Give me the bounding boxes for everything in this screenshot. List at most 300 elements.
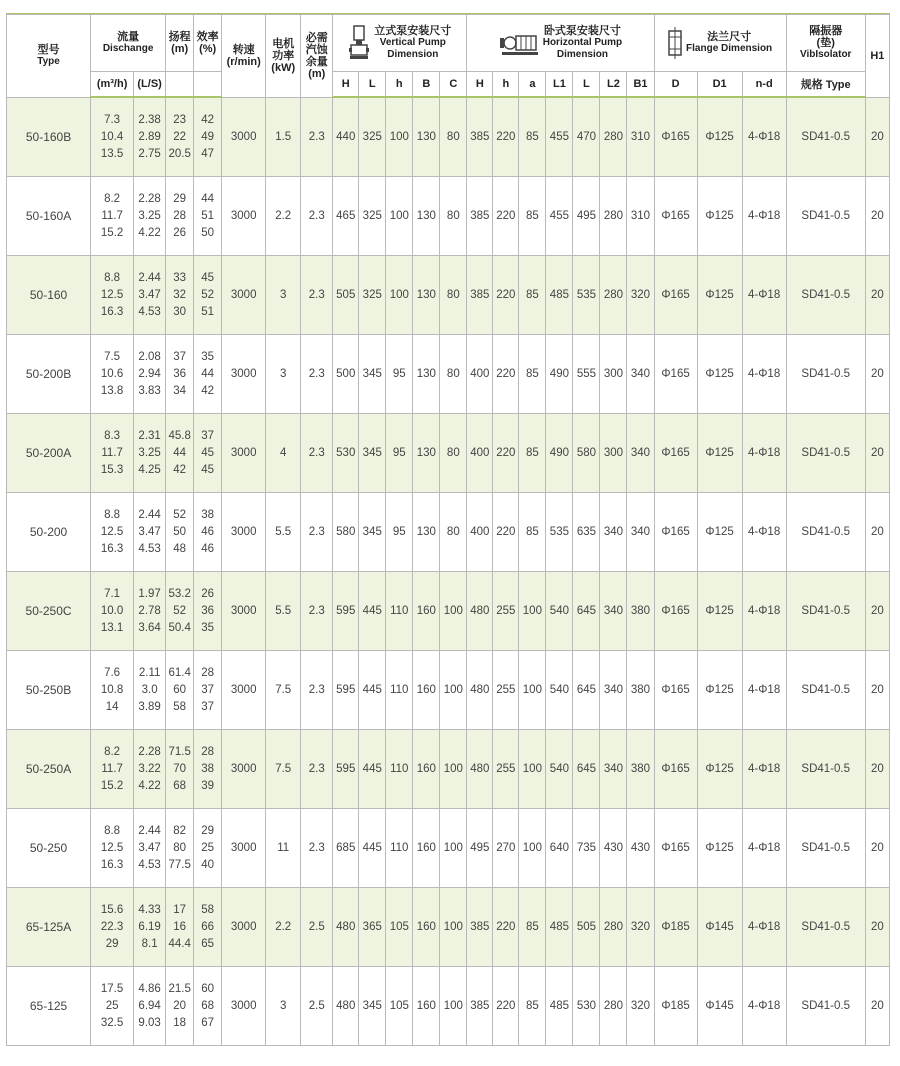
cell-vertical-L: 345 [359, 967, 386, 1046]
table-row [7, 256, 890, 335]
cell-efficiency-value: 44 [201, 367, 215, 380]
cell-head [166, 572, 194, 651]
horizontal-col-H: H [467, 72, 493, 98]
cell-flow-m3h [91, 97, 134, 177]
cell-efficiency-value: 60 [201, 982, 215, 995]
cell-vertical-C: 80 [440, 97, 467, 177]
cell-flow-m3h [91, 414, 134, 493]
cell-flow-m3h-value: 8.3 [104, 429, 121, 442]
cell-type: 50-200 [7, 493, 91, 572]
motor-header-cn1: 电机 [272, 37, 295, 50]
cell-horizontal-L2: 300 [600, 414, 627, 493]
cell-speed: 3000 [222, 809, 266, 888]
cell-horizontal-B1: 380 [627, 651, 654, 730]
cell-horizontal-L2: 430 [600, 809, 627, 888]
cell-horizontal-L2: 340 [600, 493, 627, 572]
horizontal-col-L1: L1 [546, 72, 573, 98]
cell-speed: 3000 [222, 256, 266, 335]
cell-flow-ls-value: 4.53 [138, 305, 161, 318]
cell-horizontal-L1: 490 [546, 335, 573, 414]
cell-flow-m3h-value: 16.3 [100, 542, 124, 555]
h1-header: H1 [865, 15, 889, 98]
cell-flow-ls-value: 2.44 [138, 271, 161, 284]
vertical-col-L: L [359, 72, 386, 98]
cell-head-value: 18 [173, 1016, 187, 1029]
cell-flow-m3h-value: 16.3 [100, 305, 124, 318]
cell-horizontal-B1: 340 [627, 493, 654, 572]
cell-vertical-C: 80 [440, 256, 467, 335]
cell-flange-D1: Φ125 [697, 809, 742, 888]
cell-vertical-h: 100 [386, 97, 413, 177]
speed-header [222, 15, 266, 98]
cell-vertical-B: 130 [413, 493, 440, 572]
cell-head [166, 335, 194, 414]
cell-flange-D: Φ165 [654, 651, 697, 730]
cell-vertical-H: 440 [333, 97, 359, 177]
cell-efficiency [194, 572, 222, 651]
cell-type: 50-250B [7, 651, 91, 730]
cell-flow-ls [134, 730, 166, 809]
cell-horizontal-h: 220 [493, 493, 519, 572]
cell-horizontal-H: 495 [467, 809, 493, 888]
cell-horizontal-h: 220 [493, 414, 519, 493]
table-row [7, 97, 890, 177]
cell-horizontal-L2: 300 [600, 335, 627, 414]
discharge-header-en: Dischange [102, 43, 154, 54]
cell-horizontal-L1: 455 [546, 177, 573, 256]
cell-flange-D1: Φ145 [697, 967, 742, 1046]
cell-vertical-L: 345 [359, 493, 386, 572]
cell-efficiency-value: 36 [201, 604, 215, 617]
cell-flange-D: Φ165 [654, 493, 697, 572]
cell-horizontal-h: 220 [493, 888, 519, 967]
cell-flow-ls-value: 4.53 [138, 542, 161, 555]
cell-flange-D1: Φ125 [697, 177, 742, 256]
cell-flange-nd: 4-Φ18 [742, 493, 786, 572]
flange-col-D: D [654, 72, 697, 98]
cell-flow-ls-value: 8.1 [141, 937, 158, 950]
cell-flange-nd: 4-Φ18 [742, 651, 786, 730]
cell-efficiency-value: 25 [201, 841, 215, 854]
cell-horizontal-a: 85 [519, 493, 546, 572]
cell-flow-ls [134, 414, 166, 493]
cell-flow-ls-value: 6.19 [138, 920, 161, 933]
cell-efficiency-value: 45 [201, 446, 215, 459]
head-header [166, 15, 194, 72]
cell-type: 50-160A [7, 177, 91, 256]
table-row [7, 651, 890, 730]
cell-flow-ls [134, 256, 166, 335]
cell-vertical-h: 95 [386, 493, 413, 572]
cell-head-value: 71.5 [168, 745, 191, 758]
cell-horizontal-B1: 320 [627, 256, 654, 335]
cell-head-value: 21.5 [168, 982, 191, 995]
cell-horizontal-a: 85 [519, 97, 546, 177]
cell-flow-m3h-value: 7.5 [104, 350, 121, 363]
cell-vertical-L: 445 [359, 809, 386, 888]
cell-horizontal-a: 85 [519, 177, 546, 256]
cell-vertical-B: 130 [413, 177, 440, 256]
discharge-header-cn: 流量 [117, 31, 140, 43]
motor-header-unit: (kW) [271, 61, 296, 74]
cell-head-value: 50 [173, 525, 187, 538]
cell-flange-nd: 4-Φ18 [742, 888, 786, 967]
cell-efficiency [194, 335, 222, 414]
cell-flow-ls-value: 3.22 [138, 762, 161, 775]
cell-horizontal-a: 100 [519, 809, 546, 888]
type-header [7, 15, 91, 98]
cell-npsh: 2.3 [301, 177, 333, 256]
cell-flow-ls [134, 335, 166, 414]
cell-head [166, 97, 194, 177]
cell-flow-m3h-value: 7.3 [104, 113, 121, 126]
cell-horizontal-L: 645 [573, 730, 600, 809]
cell-flow-m3h [91, 335, 134, 414]
horizontal-col-B1: B1 [627, 72, 654, 98]
cell-vertical-H: 685 [333, 809, 359, 888]
cell-flow-m3h-value: 10.0 [100, 604, 124, 617]
cell-power: 3 [266, 335, 301, 414]
vertical-header-en1: Vertical Pump [379, 37, 446, 48]
cell-flange-nd: 4-Φ18 [742, 572, 786, 651]
cell-vertical-L: 345 [359, 335, 386, 414]
cell-speed: 3000 [222, 967, 266, 1046]
cell-isolator-type: SD41-0.5 [786, 888, 865, 967]
cell-flow-ls-value: 2.89 [138, 130, 161, 143]
cell-efficiency-value: 52 [201, 288, 215, 301]
cell-horizontal-h: 255 [493, 730, 519, 809]
cell-head-value: 20.5 [168, 147, 191, 160]
vertical-header-cn: 立式泵安装尺寸 [374, 25, 452, 37]
cell-flow-m3h-value: 7.6 [104, 666, 121, 679]
isolator-col-type: 规格 Type [786, 72, 865, 98]
cell-flange-nd: 4-Φ18 [742, 730, 786, 809]
cell-vertical-B: 160 [413, 809, 440, 888]
cell-flange-nd: 4-Φ18 [742, 335, 786, 414]
cell-npsh: 2.3 [301, 414, 333, 493]
cell-isolator-type: SD41-0.5 [786, 967, 865, 1046]
flange-header [654, 15, 786, 72]
speed-header-unit: (r/min) [226, 55, 261, 68]
cell-flow-m3h-value: 16.3 [100, 858, 124, 871]
cell-head-value: 52 [173, 604, 187, 617]
cell-head-value: 32 [173, 288, 187, 301]
cell-horizontal-L2: 280 [600, 888, 627, 967]
cell-efficiency-value: 37 [201, 700, 215, 713]
cell-flow-m3h-value: 15.2 [100, 226, 124, 239]
head-blank [166, 72, 194, 98]
cell-vertical-L: 325 [359, 256, 386, 335]
cell-flow-m3h-value: 10.6 [100, 367, 124, 380]
cell-horizontal-H: 385 [467, 888, 493, 967]
cell-efficiency-value: 42 [201, 384, 215, 397]
cell-flange-D1: Φ125 [697, 651, 742, 730]
cell-horizontal-H: 400 [467, 335, 493, 414]
cell-flange-D: Φ165 [654, 177, 697, 256]
cell-vertical-h: 105 [386, 888, 413, 967]
speed-header-cn: 转速 [232, 43, 255, 56]
cell-speed: 3000 [222, 651, 266, 730]
vertical-header-en2: Dimension [387, 49, 439, 60]
cell-npsh: 2.5 [301, 888, 333, 967]
cell-flange-nd: 4-Φ18 [742, 414, 786, 493]
cell-horizontal-a: 85 [519, 888, 546, 967]
cell-type: 50-160 [7, 256, 91, 335]
cell-flow-m3h-value: 13.5 [100, 147, 124, 160]
cell-vertical-h: 100 [386, 177, 413, 256]
motor-power-header [266, 15, 301, 98]
cell-horizontal-L1: 640 [546, 809, 573, 888]
cell-vertical-B: 160 [413, 730, 440, 809]
cell-flow-m3h-value: 13.1 [100, 621, 124, 634]
horizontal-col-h: h [493, 72, 519, 98]
discharge-unit-ls: (L/S) [134, 72, 166, 98]
cell-flow-ls-value: 4.53 [138, 858, 161, 871]
cell-vertical-h: 110 [386, 730, 413, 809]
cell-horizontal-a: 85 [519, 256, 546, 335]
cell-flow-m3h [91, 730, 134, 809]
cell-horizontal-B1: 380 [627, 572, 654, 651]
cell-horizontal-L: 470 [573, 97, 600, 177]
cell-flange-D: Φ165 [654, 730, 697, 809]
cell-head-value: 26 [173, 226, 187, 239]
cell-speed: 3000 [222, 177, 266, 256]
cell-flange-D: Φ185 [654, 888, 697, 967]
cell-vertical-h: 110 [386, 809, 413, 888]
cell-efficiency-value: 28 [201, 666, 215, 679]
cell-flow-ls-value: 1.97 [138, 587, 161, 600]
cell-horizontal-L: 495 [573, 177, 600, 256]
cell-npsh: 2.3 [301, 572, 333, 651]
cell-efficiency-value: 49 [201, 130, 215, 143]
cell-horizontal-L2: 340 [600, 572, 627, 651]
cell-horizontal-h: 220 [493, 967, 519, 1046]
cell-vertical-L: 325 [359, 177, 386, 256]
cell-vertical-C: 100 [440, 730, 467, 809]
cell-horizontal-L1: 485 [546, 256, 573, 335]
cell-flow-m3h [91, 967, 134, 1046]
cell-head-value: 17 [173, 903, 187, 916]
flange-icon [668, 27, 682, 59]
cell-flow-ls-value: 2.94 [138, 367, 161, 380]
cell-head [166, 651, 194, 730]
cell-flow-m3h-value: 10.8 [100, 683, 124, 696]
cell-flow-m3h [91, 651, 134, 730]
header-row-1 [7, 15, 890, 72]
cell-isolator-type: SD41-0.5 [786, 572, 865, 651]
cell-efficiency [194, 967, 222, 1046]
cell-horizontal-H: 480 [467, 730, 493, 809]
cell-vertical-H: 480 [333, 967, 359, 1046]
cell-horizontal-h: 255 [493, 572, 519, 651]
cell-efficiency [194, 97, 222, 177]
cell-efficiency-value: 37 [201, 683, 215, 696]
cell-head-value: 52 [173, 508, 187, 521]
cell-horizontal-L1: 540 [546, 651, 573, 730]
cell-head [166, 256, 194, 335]
cell-flow-ls-value: 3.25 [138, 209, 161, 222]
cell-horizontal-L1: 485 [546, 888, 573, 967]
horizontal-col-L2: L2 [600, 72, 627, 98]
cell-flow-ls-value: 3.25 [138, 446, 161, 459]
cell-flow-ls-value: 3.47 [138, 525, 161, 538]
cell-horizontal-L1: 540 [546, 730, 573, 809]
cell-efficiency-value: 28 [201, 745, 215, 758]
cell-horizontal-H: 385 [467, 256, 493, 335]
cell-flow-m3h [91, 493, 134, 572]
cell-flow-m3h-value: 11.7 [101, 762, 123, 775]
cell-speed: 3000 [222, 414, 266, 493]
cell-vertical-h: 95 [386, 335, 413, 414]
cell-vertical-H: 595 [333, 730, 359, 809]
cell-head [166, 730, 194, 809]
cell-horizontal-L2: 340 [600, 651, 627, 730]
flange-col-D1: D1 [697, 72, 742, 98]
flange-col-nd: n-d [742, 72, 786, 98]
cell-flow-ls-value: 2.28 [138, 745, 161, 758]
cell-efficiency-value: 42 [201, 113, 215, 126]
cell-horizontal-B1: 320 [627, 888, 654, 967]
cell-isolator-type: SD41-0.5 [786, 335, 865, 414]
cell-horizontal-L: 735 [573, 809, 600, 888]
cell-power: 2.2 [266, 888, 301, 967]
cell-head-value: 45.8 [168, 429, 191, 442]
cell-flow-m3h-value: 32.5 [100, 1016, 124, 1029]
cell-head [166, 967, 194, 1046]
cell-horizontal-H: 400 [467, 414, 493, 493]
cell-type: 50-200A [7, 414, 91, 493]
cell-npsh: 2.3 [301, 730, 333, 809]
cell-vertical-h: 110 [386, 651, 413, 730]
cell-flow-m3h-value: 12.5 [100, 288, 124, 301]
cell-flow-m3h-value: 8.2 [104, 745, 121, 758]
cell-horizontal-h: 270 [493, 809, 519, 888]
cell-flow-ls-value: 4.22 [138, 779, 161, 792]
cell-flow-m3h-value: 22.3 [100, 920, 124, 933]
cell-head [166, 177, 194, 256]
table-row [7, 493, 890, 572]
cell-flow-ls [134, 888, 166, 967]
cell-h1: 20 [865, 414, 889, 493]
cell-flow-ls [134, 493, 166, 572]
cell-flange-nd: 4-Φ18 [742, 177, 786, 256]
horizontal-pump-icon [499, 28, 539, 58]
cell-flange-D1: Φ125 [697, 730, 742, 809]
npsh-header-cn3: 余量 [305, 55, 328, 68]
cell-head-value: 20 [173, 999, 187, 1012]
cell-h1: 20 [865, 651, 889, 730]
cell-h1: 20 [865, 335, 889, 414]
cell-type: 50-200B [7, 335, 91, 414]
cell-efficiency-value: 45 [201, 271, 215, 284]
cell-vertical-C: 80 [440, 414, 467, 493]
cell-horizontal-L1: 455 [546, 97, 573, 177]
cell-flow-ls-value: 2.44 [138, 824, 161, 837]
cell-power: 3 [266, 256, 301, 335]
cell-h1: 20 [865, 888, 889, 967]
eff-blank [194, 72, 222, 98]
cell-vertical-H: 480 [333, 888, 359, 967]
cell-flow-m3h-value: 11.7 [101, 446, 123, 459]
cell-head-value: 23 [173, 113, 187, 126]
cell-vertical-H: 595 [333, 572, 359, 651]
cell-vertical-B: 130 [413, 335, 440, 414]
cell-efficiency-value: 26 [201, 587, 215, 600]
cell-flow-m3h-value: 13.8 [100, 384, 124, 397]
cell-efficiency-value: 29 [201, 824, 215, 837]
cell-head-value: 37 [173, 350, 187, 363]
cell-type: 50-250C [7, 572, 91, 651]
table-row [7, 414, 890, 493]
cell-horizontal-L: 555 [573, 335, 600, 414]
cell-vertical-H: 530 [333, 414, 359, 493]
cell-speed: 3000 [222, 97, 266, 177]
efficiency-header-cn: 效率 [196, 31, 219, 43]
cell-horizontal-a: 85 [519, 967, 546, 1046]
table-row [7, 730, 890, 809]
table-row [7, 967, 890, 1046]
cell-h1: 20 [865, 493, 889, 572]
cell-horizontal-h: 220 [493, 177, 519, 256]
cell-flow-ls-value: 2.44 [138, 508, 161, 521]
cell-flow-m3h-value: 17.5 [100, 982, 124, 995]
cell-vertical-C: 100 [440, 967, 467, 1046]
cell-flow-m3h [91, 572, 134, 651]
cell-horizontal-L2: 280 [600, 97, 627, 177]
cell-flow-ls-value: 3.47 [138, 841, 161, 854]
cell-horizontal-B1: 380 [627, 730, 654, 809]
cell-flow-ls-value: 4.33 [138, 903, 161, 916]
cell-head-value: 61.4 [168, 666, 191, 679]
cell-flange-nd: 4-Φ18 [742, 967, 786, 1046]
npsh-header-cn2: 汽蚀 [305, 43, 328, 56]
discharge-header [91, 15, 166, 72]
cell-power: 5.5 [266, 493, 301, 572]
cell-efficiency-value: 58 [201, 903, 215, 916]
cell-horizontal-L: 505 [573, 888, 600, 967]
cell-flow-m3h-value: 7.1 [104, 587, 121, 600]
cell-efficiency-value: 46 [201, 525, 215, 538]
cell-vertical-H: 595 [333, 651, 359, 730]
cell-efficiency-value: 46 [201, 542, 215, 555]
npsh-header [301, 15, 333, 98]
cell-vertical-B: 130 [413, 256, 440, 335]
cell-flange-D1: Φ125 [697, 572, 742, 651]
cell-vertical-L: 365 [359, 888, 386, 967]
cell-efficiency-value: 35 [201, 621, 215, 634]
horizontal-header-cn: 卧式泵安装尺寸 [543, 25, 621, 37]
cell-h1: 20 [865, 256, 889, 335]
cell-horizontal-L1: 485 [546, 967, 573, 1046]
cell-horizontal-a: 100 [519, 651, 546, 730]
motor-header-cn2: 功率 [272, 49, 295, 62]
cell-horizontal-L2: 280 [600, 177, 627, 256]
cell-horizontal-h: 220 [493, 97, 519, 177]
cell-head [166, 414, 194, 493]
cell-isolator-type: SD41-0.5 [786, 730, 865, 809]
flange-header-cn: 法兰尺寸 [707, 31, 752, 43]
cell-flange-D1: Φ125 [697, 414, 742, 493]
cell-head-value: 58 [173, 700, 187, 713]
cell-horizontal-L: 535 [573, 256, 600, 335]
cell-npsh: 2.3 [301, 335, 333, 414]
cell-vertical-H: 580 [333, 493, 359, 572]
flange-header-en: Flange Dimension [686, 43, 773, 54]
cell-head-value: 28 [173, 209, 187, 222]
cell-power: 7.5 [266, 651, 301, 730]
cell-power: 3 [266, 967, 301, 1046]
head-header-unit: (m) [171, 43, 189, 55]
